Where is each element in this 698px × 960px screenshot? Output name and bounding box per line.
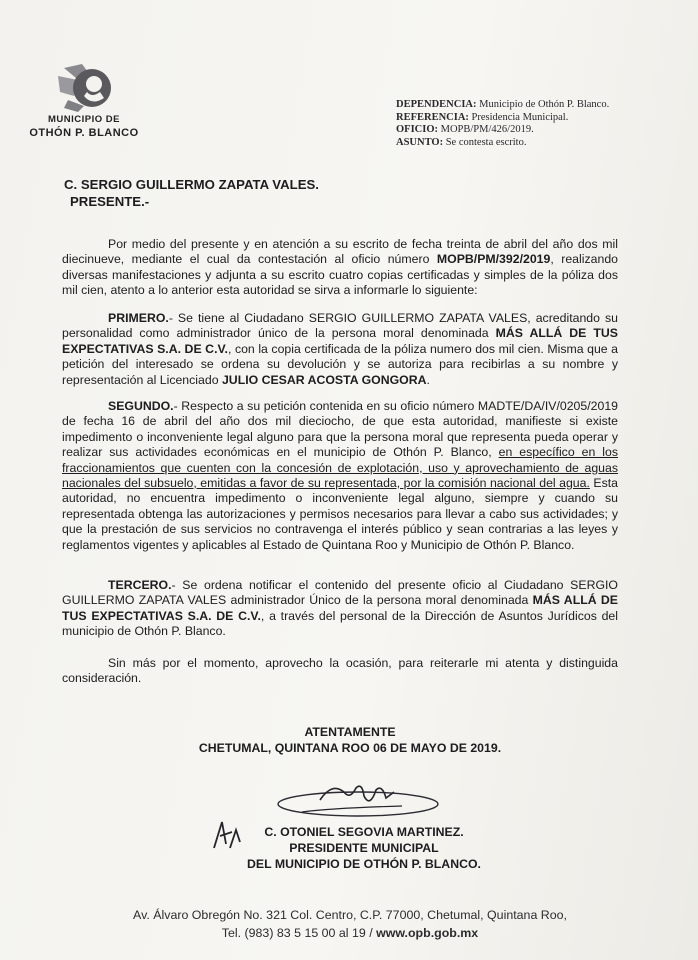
footer-phone: Tel. (983) 83 5 15 00 al 19 / xyxy=(221,926,377,940)
segundo-heading: SEGUNDO. xyxy=(108,399,174,413)
logo-line-2: OTHÓN P. BLANCO xyxy=(29,127,139,139)
primero-heading: PRIMERO. xyxy=(108,311,169,325)
footer-contact xyxy=(60,924,640,942)
footer-address: Av. Álvaro Obregón No. 321 Col. Centro, C.P. 77000, Chetumal, Quintana Roo, xyxy=(133,908,567,922)
paragraph-primero: PRIMERO.- Se tiene al Ciudadano SERGIO GUILLERMO ZAPATA VALES, acreditando su personalidad como administrador único de la persona moral denominada MÁS ALLÁ DE TUS EXPECTATIVAS S.A. DE C.V., con la copia certificada de la póliza numero dos mil cien. Misma que a petición del interesado se ordena su devolución y se autoriza para recibirlas a su nombre y representación al Licenciado JULIO CESAR ACOSTA GONGORA. xyxy=(62,311,619,387)
opb-emblem-icon xyxy=(54,62,114,114)
addressee xyxy=(64,176,319,210)
tercero-heading: TERCERO. xyxy=(108,578,172,592)
handwritten-signature xyxy=(262,778,442,826)
company-name: MÁS ALLÁ DE TUS EXPECTATIVAS S.A. DE C.V. xyxy=(62,593,618,623)
paragraph-closing: Sin más por el momento, aprovecho la ocasión, para reiterarle mi atenta y distinguida consideración. xyxy=(62,656,618,686)
signer-name: C. OTONIEL SEGOVIA MARTINEZ. xyxy=(264,825,464,839)
underlined-clause: en específico en los fraccionamientos que cuenten con la concesión de explotación, uso y aprovechamiento de aguas nacionales del subsuelo, emitidas a favor de su representada, por la comisión nacional del agua. xyxy=(62,445,618,491)
ref-asunto: ASUNTO: Se contesta escrito. xyxy=(396,136,527,148)
paragraph-tercero: TERCERO.- Se ordena notificar el contenido del presente oficio al Ciudadano SERGIO GUILLERMO ZAPATA VALES administrador Único de la persona moral denominada MÁS ALLÁ DE TUS EXPECTATIVAS S.A. DE C.V., a través del personal de la Dirección de Asuntos Jurídicos del municipio de Othón P. Blanco. xyxy=(62,578,618,639)
paragraph-segundo: SEGUNDO.- Respecto a su petición contenida en su oficio número MADTE/DA/IV/0205/2019 de fecha 16 de abril del año dos mil dieciocho, de que esta autoridad, manifieste si existe impedimento o inconveniente legal alguno para que la persona moral que representa pueda operar y realizar sus actividades económicas en el municipio de Othón P. Blanco, en específico en los fraccionamientos que cuenten con la concesión de explotación, uso y aprovechamiento de aguas nacionales del subsuelo, emitidas a favor de su representada, por la comisión nacional del agua. Esta autoridad, no encuentra impedimento o inconveniente legal alguno, siempre y cuando su representada obtenga las autorizaciones y permisos necesarios para llevar a cabo sus actividades; y que la prestación de sus servicios no contravenga el interés público y sean contrarias a las leyes y reglamentos vigentes y aplicables al Estado de Quintana Roo y Municipio de Othón P. Blanco. xyxy=(62,399,618,552)
signer-organization: DEL MUNICIPIO DE OTHÓN P. BLANCO. xyxy=(247,857,481,871)
signer-title: PRESIDENTE MUNICIPAL xyxy=(289,841,439,855)
addressee-name: C. SERGIO GUILLERMO ZAPATA VALES. xyxy=(64,177,319,192)
place-date: CHETUMAL, QUINTANA ROO 06 DE MAYO DE 2019. xyxy=(198,741,502,755)
lawyer-name: JULIO CESAR ACOSTA GONGORA xyxy=(221,372,427,387)
paragraph-intro: Por medio del presente y en atención a su escrito de fecha treinta de abril del año dos mil diecinueve, mediante el cual da contestación al oficio número MOPB/PM/392/2019, realizando diversas manifestaciones y adjunta a su escrito cuatro copias certificadas y simples de la póliza dos mil cien, atento a lo anterior esta autoridad se sirva a informarle lo siguiente: xyxy=(62,237,618,298)
footer-website: www.opb.gob.mx xyxy=(376,926,479,940)
atentamente: ATENTAMENTE xyxy=(304,725,396,739)
company-name: MÁS ALLÁ DE TUS EXPECTATIVAS S.A. DE C.V. xyxy=(62,326,618,356)
ref-oficio: OFICIO: MOPB/PM/426/2019. xyxy=(396,124,534,135)
ref-referencia: REFERENCIA: Presidencia Municipal. xyxy=(396,111,569,123)
logo-line-1: MUNICIPIO DE xyxy=(48,114,120,125)
addressee-presente: PRESENTE.- xyxy=(70,194,150,209)
oficio-reference: MOPB/PM/392/2019 xyxy=(436,252,551,267)
ref-dependencia: DEPENDENCIA: Municipio de Othón P. Blanco. xyxy=(396,99,610,110)
reference-block xyxy=(396,99,609,149)
municipality-logo xyxy=(18,62,148,144)
